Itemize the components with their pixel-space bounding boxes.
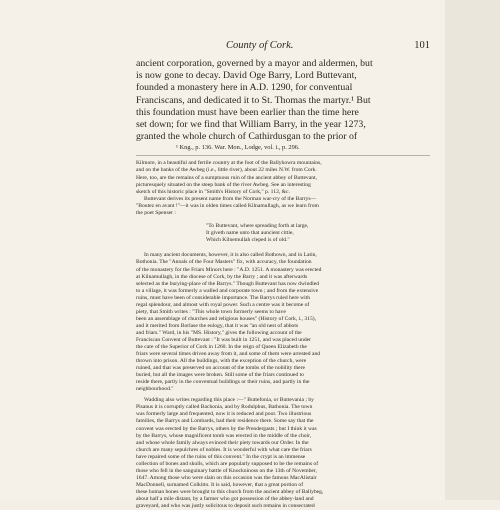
note-line: these human bones were brought to this church from the ancient abbey of Ballybeg, xyxy=(136,488,324,495)
text-line: founded a monastery here in A.D. 1290, for conventual xyxy=(136,82,353,94)
note-line: picturesquely situated on the steep bank of the river Awbeg. See an interesting xyxy=(136,181,311,188)
text-line: this foundation must have been earlier than the time here xyxy=(136,106,359,118)
note-line: of the monastery for the Friars Minors here : "A.D. 1251. A monastery was erected xyxy=(136,266,322,273)
page-gutter xyxy=(445,0,500,500)
text-line: set down; for we find that William Barry, in the year 1273, xyxy=(136,119,366,131)
note-line: Buttevant derives its present name from the Norman war-cry of the Barrys— xyxy=(144,195,317,202)
note-buttevant xyxy=(136,252,430,393)
note-line: and friars." Ward, in his "MS. History," gives the following account of the xyxy=(136,329,302,336)
note-line: at Kilnamullagh, in the diocese of Cork, by the Barry ; and it was afterwards xyxy=(136,273,308,280)
text-line: granted the whole church of Cathirdusgan to the prior of xyxy=(136,131,358,143)
note-line: Kilmore, in a beautiful and fertile country at the foot of the Ballyhowra mountains, xyxy=(136,160,322,167)
note-line: graveyard, and who was justly solicitous to deposit such remains in consecrated xyxy=(136,503,315,510)
note-line: church are many sepulchres of nobles. It is wonderful with what care the friars xyxy=(136,446,312,453)
note-line: Wadding also writes regarding this place :—" Buttefonia, or Buttevania ; by xyxy=(144,397,314,404)
note-wadding xyxy=(136,397,430,510)
note-line: friars were several times driven away from it, and some of them were arrested and xyxy=(136,351,321,358)
text-line: ancient corporation, governed by a mayor and aldermen, but xyxy=(136,58,373,69)
note-line: Franciscan Convent of Buttevant : "It was built in 1251, and was placed under xyxy=(136,336,312,343)
note-line: have repaired some of the ruins of this convent." In the crypt is an immense xyxy=(136,453,306,460)
note-line: to a village, it was formerly a walled and corporate town ; and from the extensive xyxy=(136,287,319,294)
text-line: is now gone to decay. David Oge Barry, Lord Buttevant, xyxy=(136,70,357,82)
text-line: Franciscans, and dedicated it to St. Thomas the martyr.¹ But xyxy=(136,94,371,106)
note-line: the poet Spenser : xyxy=(136,209,176,216)
footnote-divider xyxy=(136,155,430,156)
note-line: families, the Barrys and Lombards, had their residence there. Some say that the xyxy=(136,418,314,425)
note-line: and it merited from Borlase the eulogy, that it was "an old nest of abbots xyxy=(136,322,299,329)
note-line: been an assemblage of churches and religious houses" (History of Cork, i., 315), xyxy=(136,315,316,322)
note-line: reside there, partly in the conventual buildings or their ruins, and partly in the xyxy=(136,379,310,386)
note-line: the care of the Superior of Cork in 1260. In the reign of Queen Elizabeth the xyxy=(136,344,307,351)
note-line: Bothonia. The "Annals of the Four Masters" fix, with accuracy, the foundation xyxy=(136,259,312,266)
note-line: regal splendour, and almost with royal power. Such a centre was it become of xyxy=(136,301,310,308)
note-line: sketch of this historic place in "Smith's History of Cork," p. 112, &c. xyxy=(136,188,290,195)
note-line: and whose whole family always evinced their piety towards our Order. In the xyxy=(136,439,309,446)
note-line: and on the banks of the Awbeg (i.e., little river), about 22 miles N.W. from Cork. xyxy=(136,167,317,174)
note-line: piety, that Smith writes : "This whole town formerly seems to have xyxy=(136,308,286,315)
note-line: ruined, and that was preserved on account of the tombs of the nobility there xyxy=(136,365,306,372)
note-line: thrown into prison. All the buildings, with the exception of the church, were xyxy=(136,358,307,365)
note-line: MacDonnell, surnamed Colkitto. It is said, however, that a great portion of xyxy=(136,481,304,488)
note-line: by the Barrys, whose magnificent tomb was erected in the middle of the choir, xyxy=(136,432,312,439)
footnote-reference: ¹ Kng., p. 136. War. Mon., Lodge, vol. i., p. 296. xyxy=(176,144,300,152)
note-line: selected as the burying-place of the Barrys." Though Buttevant has now dwindled xyxy=(136,280,319,287)
running-title: County of Cork. xyxy=(226,40,294,51)
note-line: ruins, must have been of considerable importance. The Barrys ruled here with xyxy=(136,294,311,301)
spenser-verse xyxy=(206,223,430,245)
note-kilmore xyxy=(136,160,430,216)
note-line: In many ancient documents, however, it is also called Bothown, and in Latin, xyxy=(144,252,317,259)
note-line: 1647. Among those who were slain on this occasion was the famous MacAlistair xyxy=(136,474,317,481)
note-line: collection of bones and skulls, which are popularly supposed to be the remains of xyxy=(136,460,319,467)
main-paragraph xyxy=(136,58,430,143)
note-line: about half a mile distant, by a farmer who got possession of the abbey-land and xyxy=(136,496,314,502)
note-line: buried, but all the images were broken. Still some of the friars continued to xyxy=(136,372,304,379)
verse-line: It giveth name unto that auncient cittie, xyxy=(206,230,294,236)
page-number: 101 xyxy=(414,40,430,51)
note-line: convent was erected by the Barrys, others by the Prendergasts ; but I think it was xyxy=(136,425,317,432)
running-header xyxy=(136,40,430,54)
page-content xyxy=(136,40,430,510)
note-line: Here, too, are the remains of a sumptuous ruin of the ancient abbey of Buttevant, xyxy=(136,174,317,181)
verse-line: Which Kilnemullah cleped is of old." xyxy=(206,237,290,244)
note-line: was formerly large and frequented, now it is reduced and poor. Two illustrious xyxy=(136,411,312,418)
verse-line: "To Buttevant, where spreading forth at large, xyxy=(206,222,309,229)
note-line: those who fell in the sanguinary battle of Knockninoss on the 13th of November, xyxy=(136,467,317,474)
note-line: "Boutez en avant !"—it was in olden times called Kilnamullagh, as we learn from xyxy=(136,202,319,209)
note-line: neighbourhood." xyxy=(136,386,174,393)
note-line: Pisanus it is corruptly called Bachonia, and by Rodulphus, Bathonia. The town xyxy=(136,404,313,411)
